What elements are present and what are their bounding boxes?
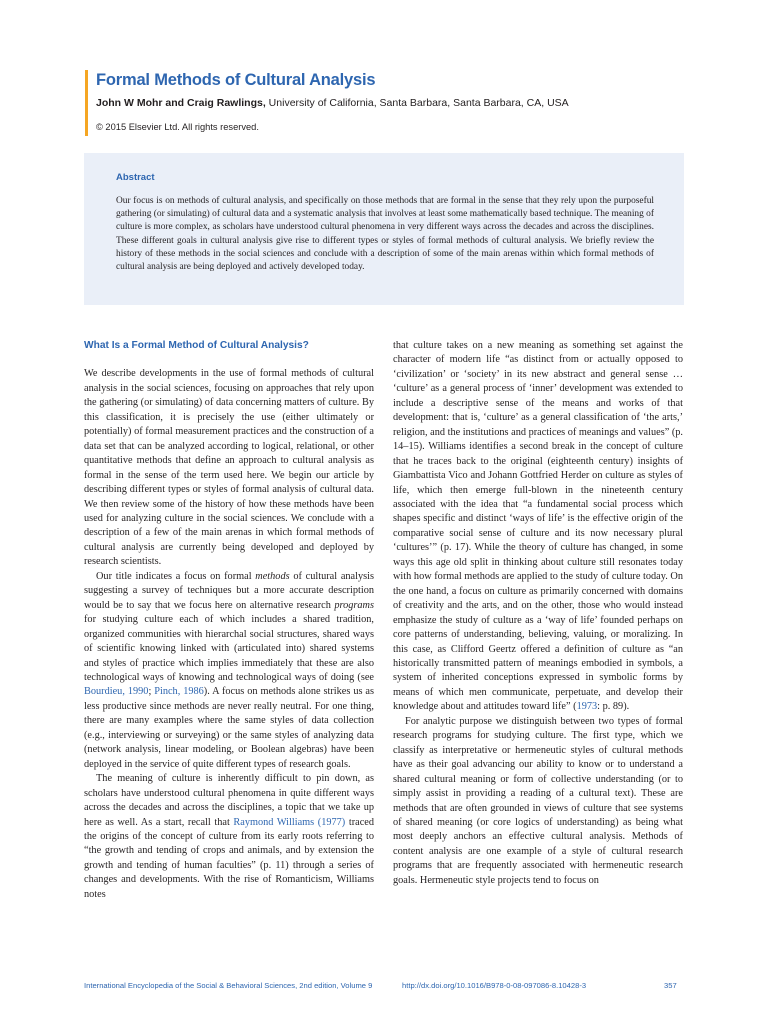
citation-link-williams[interactable]: Raymond Williams (1977) — [233, 816, 346, 828]
body-column-left — [84, 339, 374, 902]
author-affiliation: University of California, Santa Barbara, Santa Barbara, CA, USA — [265, 97, 569, 109]
citation-link-geertz[interactable]: 1973 — [576, 701, 598, 713]
header-accent-bar — [85, 70, 88, 136]
body-paragraph-5: For analytic purpose we distinguish between two types of formal research programs for studying culture. The first type, which we classify as interpretative or hermeneutic styles of cultural methods have as their goal advancing our ability to know or to understand a shared cultural meaning or form of collective understanding (or to simply assist in providing a reading of a cultural text). These are methods that are often grounded in views of culture that see systems of shared meaning (or core logics of understanding) as being what most deeply anchors an effective cultural analysis. Methods of content analysis are one example of a style of cultural research programs that are frequently associated with hermeneutic research goals. Hermeneutic style projects tend to focus on — [393, 715, 683, 886]
body-paragraph-2: Our title indicates a focus on formal methods of cultural analysis suggesting a survey of techniques but a more accurate description would be to say that we focus here on alternative research programs for studying culture each of which includes a shared tradition, organized communities with hierarchal social structures, shared ways of scientific knowing linked with (articulated into) shared systems and styles of practice which implies immediately that these are also technological ways of knowing and technological ways of doing (see Bourdieu, 1990; Pinch, 1986). A focus on methods alone strikes us as less productive since methods are never really neutral. For one thing, there are many examples where the same styles of data collection (e.g., interviewing or surveying) or the same styles of analyzing data (network analysis, linear modeling, or Boolean algebras) have been deployed in the service of quite different types of research goals. — [84, 570, 374, 770]
body-column-right — [393, 339, 683, 888]
abstract-text: Our focus is on methods of cultural analysis, and specifically on those methods that are formal in the sense that they rely upon the purposeful gathering (or simulating) of cultural data and a systematic analysis that involves at least some mathematically based technique. The meaning of culture is more complex, as scholars have understood cultural phenomena in very different ways across the decades and across the disciplines. These different goals in cultural analysis give rise to different types or styles of formal methods of cultural analysis. We briefly review the history of these methods in the social sciences and conclude with a description of some of the main arenas within which formal methods of cultural analysis are being deployed and actively developed today. — [116, 196, 654, 273]
footer-source: International Encyclopedia of the Social & Behavioral Sciences, 2nd edition, Volume 9 — [84, 981, 373, 990]
copyright-notice: © 2015 Elsevier Ltd. All rights reserved. — [96, 122, 259, 132]
author-line — [96, 97, 569, 109]
article-title: Formal Methods of Cultural Analysis — [96, 71, 376, 89]
citation-link-pinch[interactable]: Pinch, 1986 — [154, 686, 204, 698]
body-paragraph-1: We describe developments in the use of formal methods of cultural analysis in the social sciences, focusing on approaches that rely upon the gathering (or simulating) of data concerning matters of culture. By this classification, it is precisely the use (either ultimately or potentially) of formal measurement practices and the construction of a data set that can be analyzed according to logical, relational, or other quantitative methods that define an approach to cultural analysis as formal in the sense of the term used here. We begin our article by describing different types or styles of formal analysis of cultural data. We then review some of the history of how these methods have been used for analyzing culture in the social sciences. We conclude with a description of a few of the main arenas in which formal methods of cultural analysis are currently being developed and deployed by research scientists. — [84, 368, 374, 568]
body-paragraph-3: The meaning of culture is inherently difficult to pin down, as scholars have understood cultural phenomena in quite different ways across the decades and across the disciplines, a topic that we take up here as well. As a start, recall that Raymond Williams (1977) traced the origins of the concept of culture from its early roots referring to “the growth and tending of crops and animals, and by extension the growth and tending of human faculties” (p. 11) through a series of changes and developments. With the rise of Romanticism, Williams notes — [84, 773, 374, 900]
footer-doi-link[interactable]: http://dx.doi.org/10.1016/B978-0-08-097086-8.10428-3 — [402, 981, 587, 990]
body-paragraph-4: that culture takes on a new meaning as something set against the character of modern life “as distinct from or actually opposed to ‘civilization’ or ‘society’ in its new abstract and general sense … ‘culture’ as a general process of ‘inner’ development was extended to include a descriptive sense of the means and works of that development: that is, ‘culture’ as a general classification of ‘the arts,’ religion, and the institutions and practices of meanings and values” (p. 14–15). Williams identifies a second break in the concept of culture that he traces back to the original (eighteenth century) insights of Giambattista Vico and Johann Gottfried Herder on culture as styles of life, which then emerge full-blown in the nineteenth century associated with the idea that “a fundamental social process which shapes specific and distinct ‘ways of life’ is the effective origin of the comparative social sense of culture and its now necessary plural ‘cultures’” (p. 17). While the theory of culture has changed, in some ways this age old split in thinking about culture still resonates today with how formal methods are applied to the study of culture today. On the one hand, a focus on culture as primarily concerned with domains of creativity and the arts, and on the other, those who would instead emphasize the study of culture as a ‘way of life’ founded perhaps on core patterns of understanding, believing, valuing, or moralizing. In this case, as Clifford Geertz offered a definition of culture as “an historically transmitted pattern of meanings embodied in symbols, a system of inherited conceptions expressed in symbolic forms by means of which men communicate, perpetuate, and develop their knowledge about and attitudes toward life” (1973: p. 89). — [393, 340, 683, 713]
citation-link-bourdieu[interactable]: Bourdieu, 1990 — [84, 686, 149, 698]
abstract-heading: Abstract — [116, 172, 155, 183]
footer-page-number: 357 — [664, 981, 677, 990]
author-names: John W Mohr and Craig Rawlings, — [96, 97, 266, 109]
section-heading: What Is a Formal Method of Cultural Analysis? — [84, 340, 309, 351]
